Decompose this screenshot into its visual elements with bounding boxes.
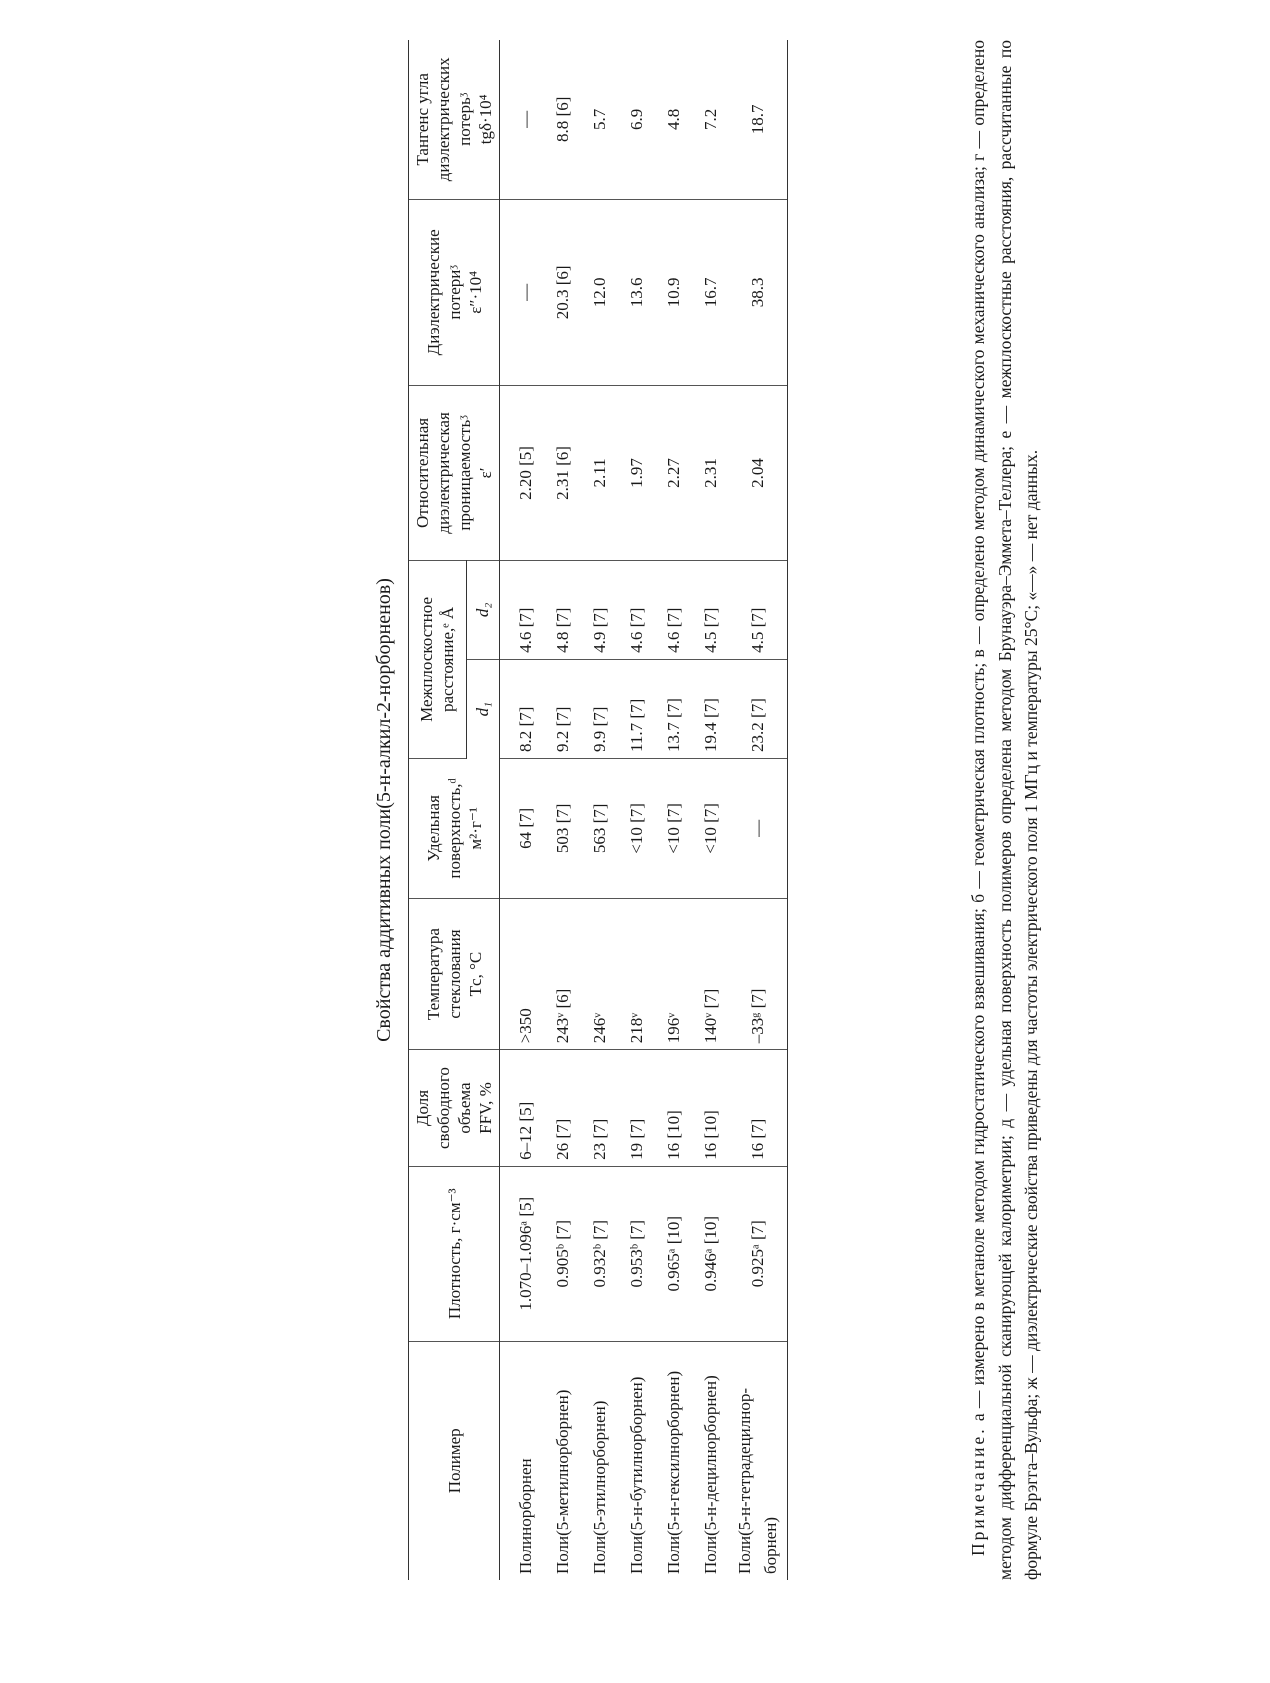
cell-surface: 503 [7] — [544, 758, 581, 898]
cell-density: 0.946ᵃ [10] — [692, 1166, 729, 1341]
header-ffv — [409, 1050, 500, 1167]
cell-loss: 12.0 — [581, 199, 618, 385]
cell-tg: 140ᵛ [7] — [692, 898, 729, 1049]
cell-density: 1.070–1.096ᵃ [5] — [500, 1166, 545, 1341]
header-polymer: Полимер — [409, 1341, 500, 1580]
cell-d2: 4.9 [7] — [581, 560, 618, 659]
cell-tangent: 6.9 — [618, 40, 655, 199]
header-loss — [409, 199, 500, 385]
header-loss-line: Диэлектрические — [423, 229, 443, 356]
cell-tg: 218ᵛ — [618, 898, 655, 1049]
cell-d2: 4.5 [7] — [692, 560, 729, 659]
header-tg-line: Температура — [423, 928, 443, 1021]
cell-density: 0.965ᵃ [10] — [655, 1166, 692, 1341]
header-tangent-line: диэлектрических — [434, 57, 453, 182]
cell-surface: 64 [7] — [500, 758, 545, 898]
table-row — [655, 40, 692, 1580]
cell-tangent: 5.7 — [581, 40, 618, 199]
cell-density: 0.905ᵇ [7] — [544, 1166, 581, 1341]
header-surface-line: м²·г⁻¹ — [465, 807, 485, 850]
cell-tangent: 7.2 — [692, 40, 729, 199]
cell-ffv: 6–12 [5] — [500, 1050, 545, 1167]
header-tangent-line: tgδ·10⁴ — [476, 94, 495, 145]
cell-permittivity: 2.31 — [692, 386, 729, 561]
header-dspacing-line: расстояние,ᵉ Å — [438, 606, 458, 713]
header-permittivity — [409, 386, 500, 561]
cell-tg: 196ᵛ — [655, 898, 692, 1049]
header-tangent-line: потерьᶾ — [455, 92, 474, 146]
header-tangent-line: Тангенс угла — [413, 73, 432, 166]
cell-tangent: 4.8 — [655, 40, 692, 199]
header-tg-line: стеклования — [444, 929, 464, 1019]
cell-loss: — — [500, 199, 545, 385]
cell-surface: <10 [7] — [692, 758, 729, 898]
cell-d1: 11.7 [7] — [618, 659, 655, 758]
cell-d2: 4.8 [7] — [544, 560, 581, 659]
header-dspacing — [409, 560, 467, 758]
cell-d1: 8.2 [7] — [500, 659, 545, 758]
cell-tg: 246ᵛ — [581, 898, 618, 1049]
header-dspacing-line: Межплоскостное — [417, 596, 437, 722]
cell-polymer: Поли(5-н-гексилнорборнен) — [663, 1370, 683, 1574]
cell-tg: –33ᵍ [7] — [729, 898, 788, 1049]
cell-polymer: Поли(5-н-бутилнорборнен) — [626, 1376, 646, 1574]
header-surface — [409, 758, 500, 898]
cell-loss: 20.3 [6] — [544, 199, 581, 385]
table-row — [729, 40, 788, 1580]
header-ffv-line: FFV, % — [476, 1082, 495, 1134]
cell-density: 0.925ᵃ [7] — [729, 1166, 788, 1341]
cell-permittivity: 2.31 [6] — [544, 386, 581, 561]
cell-permittivity: 2.27 — [655, 386, 692, 561]
cell-d1: 9.2 [7] — [544, 659, 581, 758]
cell-ffv: 16 [10] — [692, 1050, 729, 1167]
cell-ffv: 23 [7] — [581, 1050, 618, 1167]
cell-permittivity: 2.04 — [729, 386, 788, 561]
header-permittivity-line: Относительная — [413, 417, 432, 528]
header-ffv-line: Доля — [413, 1089, 432, 1127]
cell-polymer: Поли(5-н-децилнорборнен) — [700, 1375, 720, 1574]
table-row — [692, 40, 729, 1580]
table-body — [500, 40, 788, 1580]
header-permittivity-line: диэлектрическая — [434, 412, 453, 534]
cell-polymer: Поли(5-этилнорборнен) — [589, 1400, 609, 1574]
cell-tg: >350 — [500, 898, 545, 1049]
cell-ffv: 16 [7] — [729, 1050, 788, 1167]
rotated-page — [370, 40, 1270, 1580]
cell-surface: <10 [7] — [618, 758, 655, 898]
header-tangent — [409, 40, 500, 199]
table-caption: Свойства аддитивных поли(5-н-алкил-2-норборненов) — [373, 578, 395, 1042]
cell-tangent: 18.7 — [729, 40, 788, 199]
cell-density: 0.953ᵇ [7] — [618, 1166, 655, 1341]
header-loss-line: потериᶾ — [444, 265, 464, 320]
cell-d1: 9.9 [7] — [581, 659, 618, 758]
header-surface-line: Удельная — [423, 795, 443, 862]
header-density: Плотность, г·см⁻³ — [409, 1166, 500, 1341]
cell-loss: 10.9 — [655, 199, 692, 385]
cell-ffv: 16 [10] — [655, 1050, 692, 1167]
cell-tangent: — — [500, 40, 545, 199]
notes-text: а — измерено в метаноле методом гидростатического взвешивания; б — геометрическая плотность; в — определено методом динамического механического анализа; г — определено методом дифференциальной сканирующей калориметрии; д — удельная поверхность полимеров определена методом Брунауэра–Эммета–Теллера; е — межплоскостные расстояния, рассчитанные по формуле Брэгга–Вульфа; ж — диэлектрические свойства приведены для частоты электрического поля 1 МГц и температуры 25°С; «—» — нет данных. — [968, 39, 1041, 1580]
header-permittivity-line: ε′ — [476, 467, 495, 479]
table-row — [500, 40, 545, 1580]
cell-density: 0.932ᵇ [7] — [581, 1166, 618, 1341]
cell-ffv: 19 [7] — [618, 1050, 655, 1167]
table-row — [618, 40, 655, 1580]
cell-permittivity: 2.20 [5] — [500, 386, 545, 561]
table-row — [581, 40, 618, 1580]
table-notes — [965, 40, 1045, 1580]
cell-permittivity: 2.11 — [581, 386, 618, 561]
header-ffv-line: объема — [455, 1082, 474, 1134]
notes-label: Примечание. — [968, 1426, 988, 1556]
cell-tg: 243ᵛ [6] — [544, 898, 581, 1049]
header-ffv-line: свободного — [434, 1067, 453, 1150]
header-permittivity-line: проницаемостьᶾ — [455, 415, 474, 531]
cell-permittivity: 1.97 — [618, 386, 655, 561]
cell-ffv: 26 [7] — [544, 1050, 581, 1167]
header-loss-line: ε″·10⁴ — [465, 270, 485, 314]
cell-tangent: 8.8 [6] — [544, 40, 581, 199]
cell-loss: 16.7 — [692, 199, 729, 385]
table-row — [544, 40, 581, 1580]
header-d2: d₂ — [466, 560, 499, 659]
header-d1: d₁ — [466, 659, 499, 758]
cell-polymer: Поли(5-метилнорборнен) — [552, 1389, 572, 1574]
cell-d2: 4.5 [7] — [729, 560, 788, 659]
cell-loss: 13.6 — [618, 199, 655, 385]
header-tg — [409, 898, 500, 1049]
cell-polymer: Поли(5-н-тетрадецилнор-борнен) — [729, 1341, 788, 1580]
cell-surface: <10 [7] — [655, 758, 692, 898]
table-header — [409, 40, 500, 1580]
cell-d2: 4.6 [7] — [655, 560, 692, 659]
cell-d1: 23.2 [7] — [729, 659, 788, 758]
cell-surface: — — [729, 758, 788, 898]
cell-polymer: Полинорборнен — [515, 1458, 535, 1574]
cell-d2: 4.6 [7] — [618, 560, 655, 659]
cell-surface: 563 [7] — [581, 758, 618, 898]
header-surface-line: поверхность,ᵈ — [444, 778, 464, 879]
header-tg-line: Tс, °С — [465, 951, 485, 997]
cell-d2: 4.6 [7] — [500, 560, 545, 659]
cell-d1: 19.4 [7] — [692, 659, 729, 758]
properties-table — [408, 40, 788, 1580]
cell-loss: 38.3 — [729, 199, 788, 385]
cell-d1: 13.7 [7] — [655, 659, 692, 758]
